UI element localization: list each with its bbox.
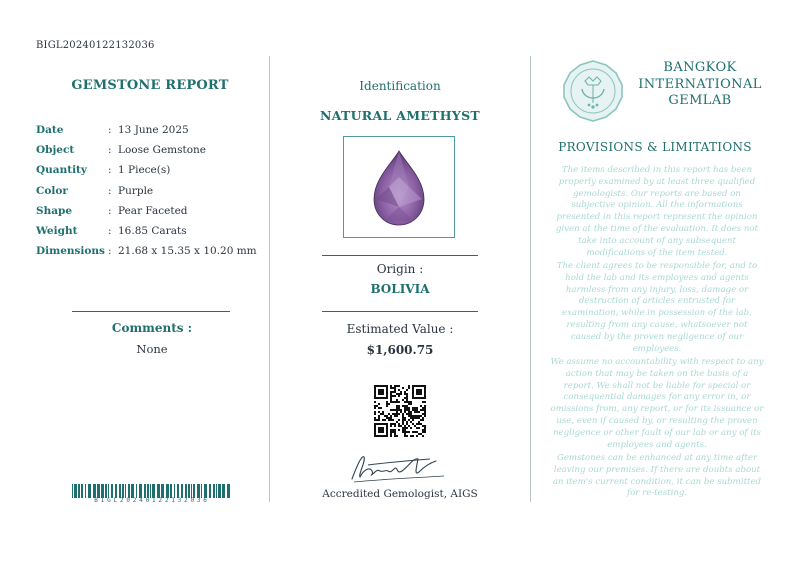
detail-colon: : [108,225,112,238]
lab-name-line: INTERNATIONAL [638,76,762,92]
detail-row-dimensions [36,241,266,261]
detail-colon: : [108,124,112,137]
barcode-text: BIGL20240122132036 [94,497,210,504]
detail-row-color [36,181,266,201]
provisions-title: PROVISIONS & LIMITATIONS [558,140,752,154]
comments-value: None [136,342,168,356]
amethyst-gem-image [344,137,454,237]
detail-label: Object [36,144,75,157]
provisions-paragraph: We assume no accountability with respect to any action that may be taken on the basis of a report. We shall not be liable for special or consequential damages for any error in, or omissions from, any report, or for its issuance or use, even if caused by, or resulting the proven negligence or other fault of our lab or any of its employees and agents. [550,357,764,450]
report-id: BIGL20240122132036 [36,40,155,51]
detail-colon: : [108,184,112,197]
estimated-value: $1,600.75 [366,343,434,357]
lab-logo-seal [558,59,628,123]
detail-row-weight [36,221,266,241]
barcode [72,484,232,498]
detail-colon: : [108,204,112,217]
origin-value: BOLIVIA [370,282,430,296]
value-divider [322,311,478,312]
origin-label: Origin : [376,262,424,276]
provisions-paragraph: Gemstones can be enhanced at any time after leaving our premises. If there are doubts about an item's current condition, it can be submitted for re-testing. [552,453,762,499]
lab-name-line: BANGKOK [663,60,737,75]
identification-title: Identification [359,79,441,93]
provisions-paragraph: The client agrees to be responsible for, and to hold the lab and its employees and agents harmless from any injury, loss, damage or destruction of articles entrusted for examination, while in possession of the lab, resulting from any cause, whatsoever not caused by the proven negligence of our employees. [556,261,758,354]
detail-value: Purple [118,184,154,197]
detail-row-shape [36,201,266,221]
signature-label: Accredited Gemologist, AIGS [322,488,478,500]
comments-divider [72,311,230,312]
gemologist-signature [344,449,454,485]
detail-colon: : [108,245,112,258]
detail-value: Pear Faceted [118,204,188,217]
detail-row-quantity [36,160,266,180]
detail-label: Shape [36,204,73,217]
detail-label: Dimensions [36,245,105,258]
detail-value: Loose Gemstone [118,144,207,157]
provisions-paragraph: The items described in this report has been properly examined by at least three qualified gemologists. Our reports are based on subjective opinion. All the informations presented in this report represent the opinion given at the time of the evaluation. It does not take into account of any subsequent modifications of the item tested. [555,165,759,258]
gemstone-photo-frame [343,136,455,238]
column-divider-right [530,56,531,502]
detail-value: 21.68 x 15.35 x 10.20 mm [118,245,257,258]
stone-name: NATURAL AMETHYST [319,108,481,123]
qr-code [374,385,426,437]
gemstone-report-title: GEMSTONE REPORT [71,78,229,93]
lab-name [630,60,770,110]
lab-name-line: GEMLAB [668,93,732,108]
detail-label: Quantity [36,164,88,177]
detail-label: Date [36,124,64,137]
detail-value: 16.85 Carats [118,225,187,238]
detail-colon: : [108,144,112,157]
detail-label: Color [36,184,68,197]
detail-value: 1 Piece(s) [118,164,171,177]
detail-row-object [36,140,266,160]
detail-row-date [36,120,266,140]
column-divider-left [269,56,270,502]
comments-title: Comments : [111,321,193,335]
detail-colon: : [108,164,112,177]
detail-label: Weight [36,225,78,238]
origin-divider [322,255,478,256]
estimated-value-label: Estimated Value : [346,322,454,336]
details-list [36,120,266,261]
detail-value: 13 June 2025 [118,124,189,137]
